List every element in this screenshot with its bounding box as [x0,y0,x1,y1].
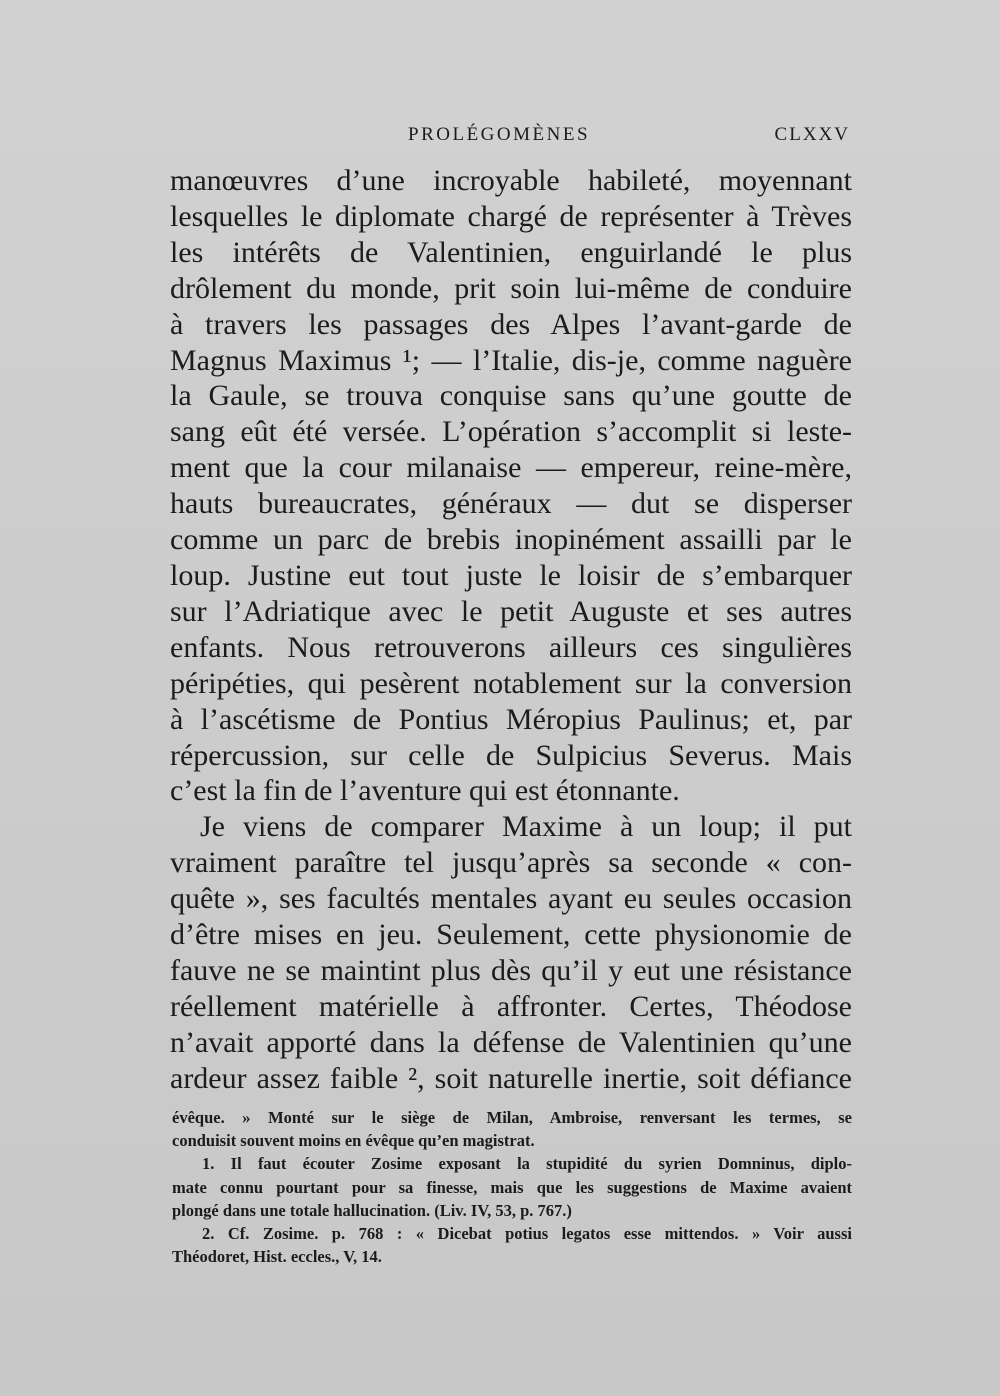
body-line: comme un parc de brebis inopinément assailli par le [170,523,852,557]
body-line: quête », ses facultés mentales ayant eu seules occasion [170,882,852,916]
body-line: Je viens de comparer Maxime à un loup; il put [200,810,852,844]
footnote-line: Théodoret, Hist. eccles., V, 14. [172,1247,382,1267]
body-line: ardeur assez faible ², soit naturelle inertie, soit défiance [170,1061,852,1095]
body-line: lesquelles le diplomate chargé de représenter à Trèves [170,199,852,233]
body-line: manœuvres d’une incroyable habileté, moyennant [170,164,852,197]
body-line: drôlement du monde, prit soin lui-même de conduire [170,271,852,305]
running-title: PROLÉGOMÈNES [408,124,591,145]
running-head [170,124,850,154]
page-number: CLXXV [774,124,850,145]
body-line: à travers les passages des Alpes l’avant-garde de [170,307,852,341]
body-line: hauts bureaucrates, généraux — dut se disperser [170,487,852,521]
footnote-1: 1. Il faut écouter Zosime exposant la stupidité du syrien Domninus, diplo- [202,1154,852,1174]
footnote-line: plongé dans une totale hallucination. (Liv. IV, 53, p. 767.) [172,1200,572,1220]
body-line: d’être mises en jeu. Seulement, cette physionomie de [170,918,852,952]
body-text [170,163,852,1097]
body-line: sang eût été versée. L’opération s’accomplit si leste- [170,415,852,449]
body-line: fauve ne se maintint plus dès qu’il y eut une résistance [170,953,852,987]
body-line: sur l’Adriatique avec le petit Auguste et ses autres [170,594,852,628]
body-line: n’avait apporté dans la défense de Valentinien qu’une [170,1025,852,1059]
body-line: enfants. Nous retrouverons ailleurs ces singulières [170,630,852,664]
footnote-line: évêque. » Monté sur le siège de Milan, Ambroise, renversant les termes, se [172,1108,852,1127]
body-line: vraiment paraître tel jusqu’après sa seconde « con- [170,846,852,880]
footnotes [172,1106,852,1268]
body-line: péripéties, qui pesèrent notablement sur la conversion [170,666,852,700]
footnote-2: 2. Cf. Zosime. p. 768 : « Dicebat potius legatos esse mittendos. » Voir aussi [202,1224,852,1244]
body-line: Magnus Maximus ¹; — l’Italie, dis-je, comme naguère [170,343,852,377]
body-line: ment que la cour milanaise — empereur, reine-mère, [170,451,852,485]
body-line: loup. Justine eut tout juste le loisir de s’embarquer [170,558,852,592]
footnote-line: conduisit souvent moins en évêque qu’en magistrat. [172,1131,535,1151]
body-line: c’est la fin de l’aventure qui est étonnante. [170,774,680,808]
body-line: la Gaule, se trouva conquise sans qu’une goutte de [170,379,852,413]
body-line: réellement matérielle à affronter. Certes, Théodose [170,989,852,1023]
footnote-line: mate connu pourtant pour sa finesse, mais que les suggestions de Maxime avaient [172,1177,852,1197]
body-line: à l’ascétisme de Pontius Méropius Paulinus; et, par [170,702,852,736]
body-line: les intérêts de Valentinien, enguirlandé le plus [170,235,852,269]
body-line: répercussion, sur celle de Sulpicius Severus. Mais [170,738,852,772]
